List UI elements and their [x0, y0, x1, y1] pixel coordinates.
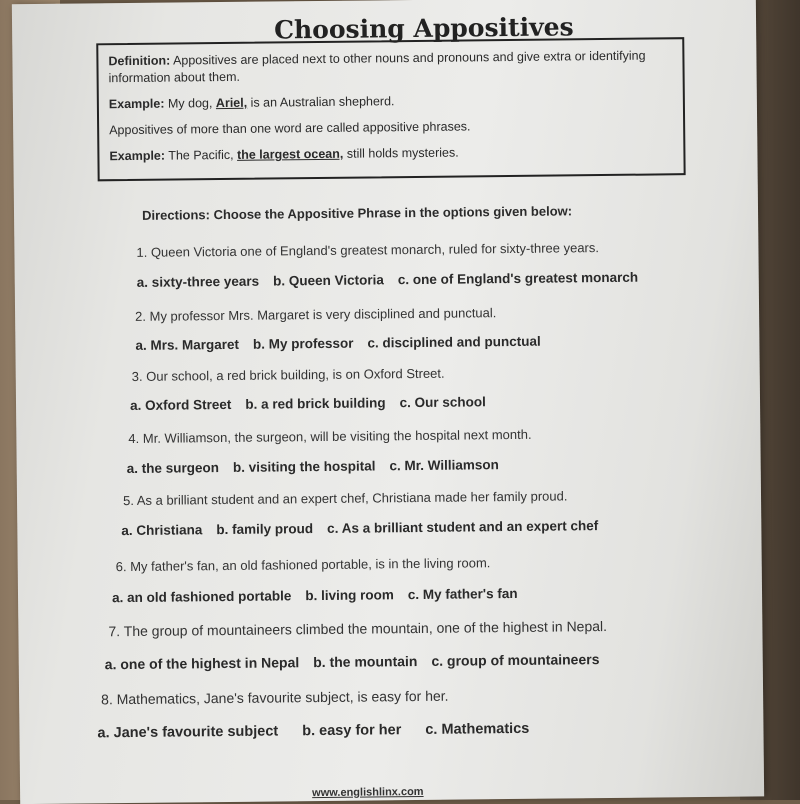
example-one-label: Example:	[108, 96, 165, 112]
options-2	[135, 334, 554, 353]
option-6c: c. My father's fan	[407, 585, 518, 603]
definition-box	[96, 37, 685, 181]
example-two-label: Example:	[109, 148, 166, 164]
option-6a: a. an old fashioned portable	[111, 588, 292, 606]
question-3: 3. Our school, a red brick building, is on Oxford Street.	[131, 365, 445, 384]
question-6: 6. My father's fan, an old fashioned portable, is in the living room.	[115, 555, 491, 575]
phrase-note: Appositives of more than one word are called appositive phrases.	[109, 119, 471, 138]
footer-url: www.englishlinx.com	[312, 785, 424, 800]
question-8: 8. Mathematics, Jane's favourite subject, is easy for her.	[101, 687, 449, 708]
options-3	[130, 394, 500, 413]
example-two-after: still holds mysteries.	[343, 145, 459, 161]
question-2: 2. My professor Mrs. Margaret is very disciplined and punctual.	[135, 305, 497, 324]
option-8c: c. Mathematics	[425, 720, 530, 738]
option-1b: b. Queen Victoria	[272, 272, 384, 289]
example-one-before: My dog,	[167, 96, 216, 111]
definition-label: Definition:	[108, 53, 171, 69]
definition-text: Appositives are placed next to other nouns and pronouns and give extra or identifying information about them.	[108, 48, 646, 86]
question-5: 5. As a brilliant student and an expert chef, Christiana made her family proud.	[122, 488, 568, 509]
example-one-appositive: Ariel,	[215, 95, 248, 111]
option-3b: b. a red brick building	[245, 395, 386, 412]
option-5c: c. As a brilliant student and an expert chef	[327, 518, 599, 536]
worksheet-paper	[12, 0, 764, 804]
option-7b: b. the mountain	[313, 652, 418, 671]
option-5a: a. Christiana	[121, 522, 203, 539]
option-3a: a. Oxford Street	[129, 396, 232, 413]
option-4c: c. Mr. Williamson	[389, 457, 499, 474]
worksheet-title: Choosing Appositives	[273, 12, 574, 45]
option-4b: b. visiting the hospital	[232, 458, 376, 475]
example-one-after: is an Australian shepherd.	[247, 94, 395, 110]
options-7	[105, 651, 614, 672]
option-7c: c. group of mountaineers	[431, 651, 600, 669]
option-1a: a. sixty-three years	[136, 273, 260, 290]
question-4: 4. Mr. Williamson, the surgeon, will be visiting the hospital next month.	[128, 426, 532, 447]
options-4	[127, 457, 513, 476]
example-two	[109, 142, 673, 165]
option-7a: a. one of the highest in Nepal	[104, 654, 300, 673]
example-two-before: The Pacific,	[168, 147, 238, 163]
options-8	[97, 721, 543, 742]
options-1	[137, 270, 653, 290]
option-5b: b. family proud	[216, 521, 314, 538]
options-6	[112, 586, 532, 605]
option-8b: b. easy for her	[302, 722, 402, 740]
option-4a: a. the surgeon	[126, 460, 220, 477]
directions: Directions: Choose the Appositive Phrase in the options given below:	[141, 203, 573, 223]
options-5	[121, 518, 612, 538]
definition-paragraph	[108, 47, 672, 87]
option-3c: c. Our school	[399, 394, 486, 411]
option-1c: c. one of England's greatest monarch	[397, 269, 639, 288]
example-two-appositive: the largest ocean,	[236, 146, 344, 162]
option-2a: a. Mrs. Margaret	[135, 336, 240, 353]
option-2c: c. disciplined and punctual	[367, 333, 541, 351]
example-one	[109, 90, 673, 113]
option-6b: b. living room	[305, 587, 394, 604]
option-8a: a. Jane's favourite subject	[97, 723, 279, 742]
question-1: 1. Queen Victoria one of England's greatest monarch, ruled for sixty-three years.	[136, 240, 600, 260]
question-7: 7. The group of mountaineers climbed the mountain, one of the highest in Nepal.	[108, 618, 608, 640]
option-2b: b. My professor	[252, 335, 354, 352]
